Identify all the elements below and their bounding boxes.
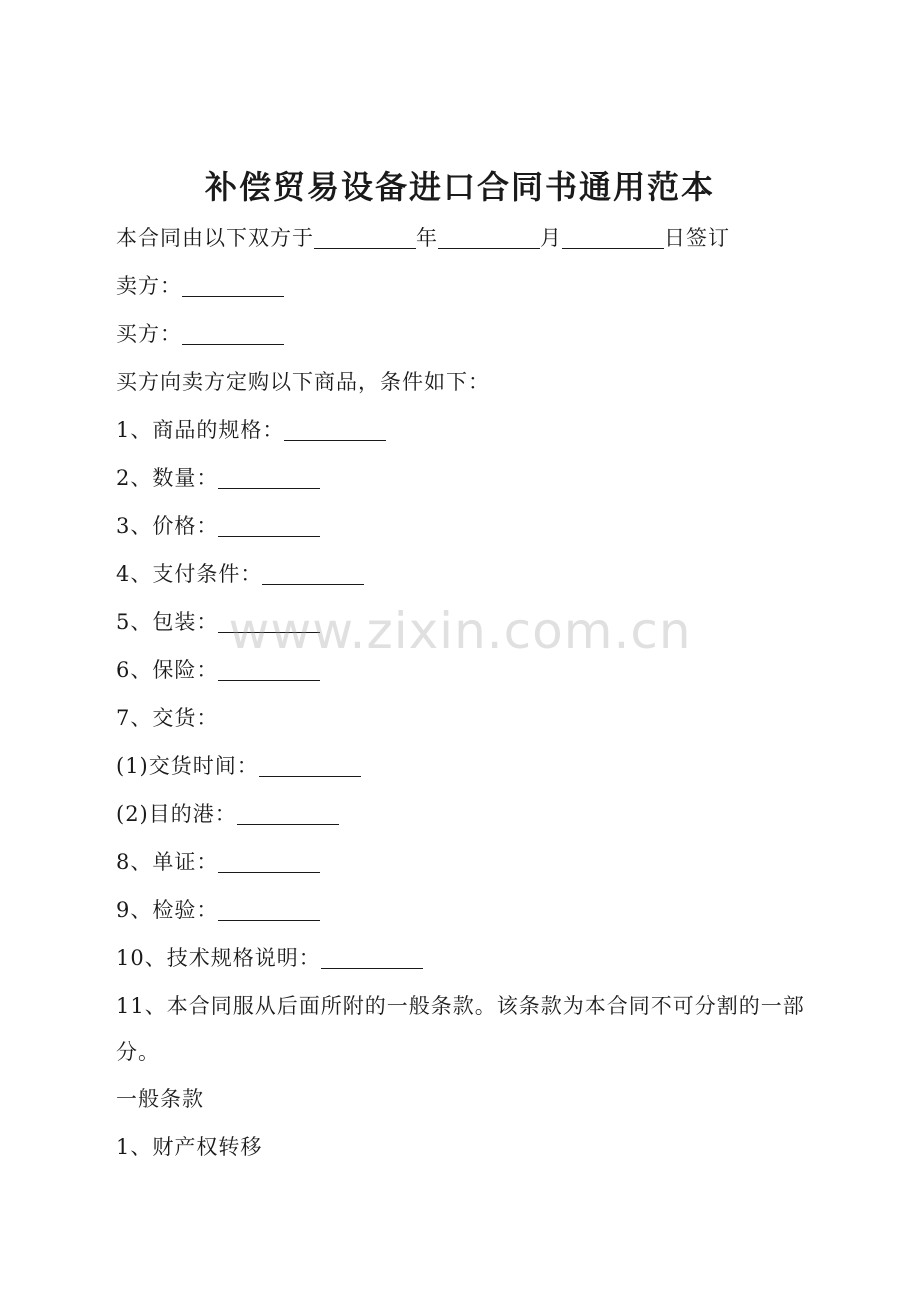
payment-line — [94, 550, 844, 598]
delivery-line: 7、交货： — [116, 706, 219, 730]
clause-11-paragraph: 11、本合同服从后面所附的一般条款。该条款为本合同不可分割的一部分。 — [116, 994, 805, 1064]
price-line — [94, 502, 844, 550]
insurance-blank — [218, 654, 320, 681]
seller-label: 卖方： — [116, 274, 182, 298]
documents-line — [94, 838, 844, 886]
buyer-line — [94, 310, 844, 358]
price-label: 3、价格： — [116, 514, 219, 538]
document-title: 补偿贸易设备进口合同书通用范本 — [204, 168, 715, 206]
destination-line — [94, 790, 844, 838]
quantity-blank — [218, 462, 320, 489]
insurance-label: 6、保险： — [116, 658, 219, 682]
spec-blank — [284, 414, 386, 441]
quantity-line — [94, 454, 844, 502]
intro-text-2: 年 — [416, 226, 438, 250]
destination-blank — [237, 798, 339, 825]
date-month-blank — [438, 222, 540, 249]
packing-blank — [218, 606, 320, 633]
date-year-blank — [314, 222, 416, 249]
delivery-time-label: (1)交货时间： — [116, 754, 259, 778]
spec-label: 1、商品的规格： — [116, 418, 285, 442]
order-line: 买方向卖方定购以下商品，条件如下： — [116, 370, 490, 394]
delivery-time-line — [94, 742, 844, 790]
packing-line — [94, 598, 844, 646]
intro-text-4: 日签订 — [664, 226, 730, 250]
buyer-blank — [182, 318, 284, 345]
tech-spec-label: 10、技术规格说明： — [116, 946, 321, 970]
intro-text-1: 本合同由以下双方于 — [116, 226, 314, 250]
intro-text-3: 月 — [540, 226, 562, 250]
quantity-label: 2、数量： — [116, 466, 219, 490]
seller-line — [94, 262, 844, 310]
document-body — [94, 214, 844, 1171]
inspection-label: 9、检验： — [116, 898, 219, 922]
spec-line — [94, 406, 844, 454]
date-day-blank — [562, 222, 664, 249]
tech-spec-blank — [321, 942, 423, 969]
payment-label: 4、支付条件： — [116, 562, 263, 586]
documents-label: 8、单证： — [116, 850, 219, 874]
watermark-text: www.zixin.com.cn — [228, 602, 692, 660]
inspection-line — [94, 886, 844, 934]
general-terms-heading: 一般条款 — [116, 1087, 204, 1111]
price-blank — [218, 510, 320, 537]
tech-spec-line — [94, 934, 844, 982]
general-item-1: 1、财产权转移 — [116, 1135, 263, 1159]
destination-label: (2)目的港： — [116, 802, 237, 826]
insurance-line — [94, 646, 844, 694]
payment-blank — [262, 558, 364, 585]
intro-line — [94, 214, 844, 262]
inspection-blank — [218, 894, 320, 921]
documents-blank — [218, 846, 320, 873]
delivery-time-blank — [259, 750, 361, 777]
buyer-label: 买方： — [116, 322, 182, 346]
seller-blank — [182, 270, 284, 297]
packing-label: 5、包装： — [116, 610, 219, 634]
